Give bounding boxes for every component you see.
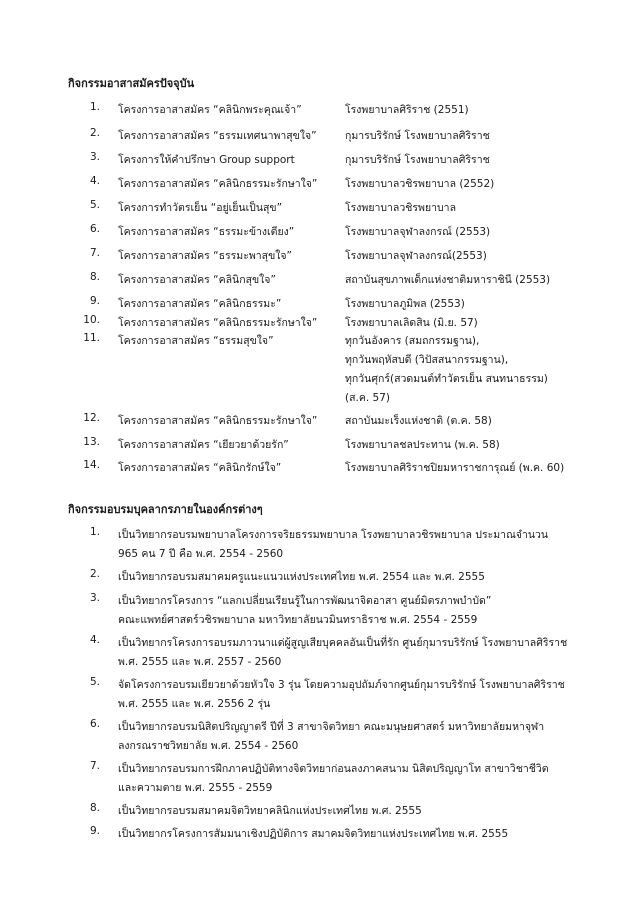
organization: โรงพยาบาลจุฬาลงกรณ์(2553) bbox=[345, 250, 487, 262]
organization: สถาบันสุขภาพเด็กแห่งชาติมหาราชินี (2553) bbox=[345, 274, 551, 286]
project-name: โครงการอาสาสมัคร “ธรรมเทศนาพาสุขใจ” bbox=[118, 130, 317, 142]
organization: กุมารบริรักษ์ โรงพยาบาลศิริราช bbox=[345, 130, 490, 142]
item-number: 3. bbox=[89, 592, 100, 604]
item-number: 4. bbox=[89, 634, 100, 646]
item-number: 14. bbox=[83, 459, 100, 471]
project-name: โครงการทำวัตรเย็น “อยู่เย็นเป็นสุข” bbox=[118, 202, 283, 214]
organization: โรงพยาบาลเลิดสิน (มิ.ย. 57) bbox=[345, 317, 478, 329]
item-number: 6. bbox=[89, 223, 100, 235]
item-text: จัดโครงการอบรมเยียวยาด้วยหัวใจ 3 รุ่น โดยความอุปถัมภ์จากศูนย์กุมารบริรักษ์ โรงพยาบาลศิริราช bbox=[118, 679, 565, 691]
project-name: โครงการอาสาสมัคร “คลินิกพระคุณเจ้า” bbox=[118, 104, 302, 116]
item-number: 6. bbox=[89, 718, 100, 730]
item-text: เป็นวิทยากรโครงการสัมมนาเชิงปฏิบัติการ สมาคมจิตวิทยาแห่งประเทศไทย พ.ศ. 2555 bbox=[118, 828, 509, 840]
organization: ทุกวันอังคาร (สมถกรรมฐาน), bbox=[345, 335, 480, 347]
project-name: โครงการให้คำปรึกษา Group support bbox=[118, 154, 295, 166]
project-name: โครงการอาสาสมัคร “คลินิกธรรมะ” bbox=[118, 298, 282, 310]
item-number: 1. bbox=[89, 101, 100, 113]
organization: โรงพยาบาลชลประทาน (พ.ค. 58) bbox=[345, 439, 500, 451]
item-number: 5. bbox=[89, 199, 100, 211]
project-name: โครงการอาสาสมัคร “ธรรมะข้างเตียง” bbox=[118, 226, 295, 238]
organization: กุมารบริรักษ์ โรงพยาบาลศิริราช bbox=[345, 154, 490, 166]
organization: ทุกวันศุกร์(สวดมนต์ทำวัตรเย็น สนทนาธรรม) bbox=[345, 373, 548, 385]
item-number: 3. bbox=[89, 151, 100, 163]
organization: โรงพยาบาลศิริราชปิยมหาราชการุณย์ (พ.ค. 60) bbox=[345, 462, 565, 474]
project-name: โครงการอาสาสมัคร “คลินิกธรรมะรักษาใจ” bbox=[118, 317, 318, 329]
item-number: 7. bbox=[89, 247, 100, 259]
project-name: โครงการอาสาสมัคร “ธรรมะพาสุขใจ” bbox=[118, 250, 292, 262]
item-text: 965 คน 7 ปี คือ พ.ศ. 2554 - 2560 bbox=[118, 548, 284, 560]
item-text: พ.ศ. 2555 และ พ.ศ. 2556 2 รุ่น bbox=[118, 698, 271, 710]
organization: โรงพยาบาลภูมิพล (2553) bbox=[345, 298, 465, 310]
item-number: 12. bbox=[83, 412, 100, 424]
item-number: 1. bbox=[89, 526, 100, 538]
item-text: คณะแพทย์ศาสตร์วชิรพยาบาล มหาวิทยาลัยนวมินทราธิราช พ.ศ. 2554 - 2559 bbox=[118, 614, 478, 626]
item-text: เป็นวิทยากรอบรมนิสิตปริญญาตรี ปีที่ 3 สาขาจิตวิทยา คณะมนุษยศาสตร์ มหาวิทยาลัยมหาจุฬา bbox=[118, 721, 545, 733]
organization: โรงพยาบาลศิริราช (2551) bbox=[345, 104, 469, 116]
item-number: 8. bbox=[89, 802, 100, 814]
item-text: เป็นวิทยากรโครงการ “แลกเปลี่ยนเรียนรู้ในการพัฒนาจิตอาสา ศูนย์มิตรภาพบำบัด” bbox=[118, 595, 492, 607]
project-name: โครงการอาสาสมัคร “ธรรมสุขใจ” bbox=[118, 335, 274, 347]
section-heading-training: กิจกรรมอบรมบุคลากรภายในองค์กรต่างๆ bbox=[68, 503, 263, 516]
project-name: โครงการอาสาสมัคร “คลินิกรักษ์ใจ” bbox=[118, 462, 282, 474]
project-name: โครงการอาสาสมัคร “คลินิกธรรมะรักษาใจ” bbox=[118, 178, 318, 190]
item-number: 11. bbox=[83, 332, 100, 344]
item-number: 2. bbox=[89, 127, 100, 139]
item-number: 7. bbox=[89, 760, 100, 772]
organization: (ส.ค. 57) bbox=[345, 392, 390, 404]
organization: โรงพยาบาลวชิรพยาบาล (2552) bbox=[345, 178, 495, 190]
organization: โรงพยาบาลจุฬาลงกรณ์ (2553) bbox=[345, 226, 491, 238]
section-heading-volunteer: กิจกรรมอาสาสมัครปัจจุบัน bbox=[68, 77, 195, 90]
item-text: เป็นวิทยากรอบรมสมาคมครูแนะแนวแห่งประเทศไทย พ.ศ. 2554 และ พ.ศ. 2555 bbox=[118, 571, 485, 583]
organization: ทุกวันพฤหัสบดี (วิปัสสนากรรมฐาน), bbox=[345, 354, 509, 366]
item-text: เป็นวิทยากรอบรมพยาบาลโครงการจริยธรรมพยาบาล โรงพยาบาลวชิรพยาบาล ประมาณจำนวน bbox=[118, 529, 549, 541]
organization: โรงพยาบาลวชิรพยาบาล bbox=[345, 202, 456, 214]
project-name: โครงการอาสาสมัคร “คลินิกสุขใจ” bbox=[118, 274, 276, 286]
item-number: 9. bbox=[89, 295, 100, 307]
item-number: 4. bbox=[89, 175, 100, 187]
project-name: โครงการอาสาสมัคร “คลินิกธรรมะรักษาใจ” bbox=[118, 415, 318, 427]
item-text: พ.ศ. 2555 และ พ.ศ. 2557 - 2560 bbox=[118, 656, 282, 668]
item-number: 2. bbox=[89, 568, 100, 580]
item-number: 10. bbox=[83, 314, 100, 326]
item-text: ลงกรณราชวิทยาลัย พ.ศ. 2554 - 2560 bbox=[118, 740, 299, 752]
item-number: 13. bbox=[83, 436, 100, 448]
project-name: โครงการอาสาสมัคร “เยียวยาด้วยรัก” bbox=[118, 439, 289, 451]
item-text: เป็นวิทยากรอบรมสมาคมจิตวิทยาคลินิกแห่งประเทศไทย พ.ศ. 2555 bbox=[118, 805, 422, 817]
organization: สถาบันมะเร็งแห่งชาติ (ต.ค. 58) bbox=[345, 415, 492, 427]
item-text: เป็นวิทยากรอบรมการฝึกภาคปฏิบัติทางจิตวิทยาก่อนลงภาคสนาม นิสิตปริญญาโท สาขาวิชาชีวิต bbox=[118, 763, 549, 775]
item-number: 9. bbox=[89, 825, 100, 837]
item-text: เป็นวิทยากรโครงการอบรมภาวนาแด่ผู้สูญเสียบุคคลอันเป็นที่รัก ศูนย์กุมารบริรักษ์ โรงพยาบาลศิริราช bbox=[118, 637, 568, 649]
item-number: 5. bbox=[89, 676, 100, 688]
item-text: และความตาย พ.ศ. 2555 - 2559 bbox=[118, 782, 273, 794]
item-number: 8. bbox=[89, 271, 100, 283]
